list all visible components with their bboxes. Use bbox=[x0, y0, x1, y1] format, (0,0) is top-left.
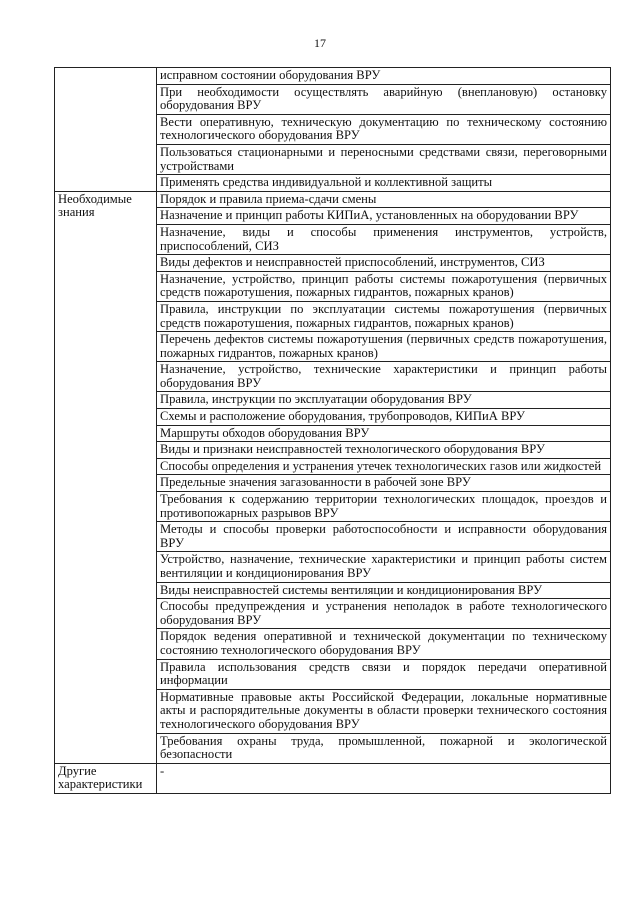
requirement-item: Требования охраны труда, промышленной, пожарной и экологической безопасности bbox=[157, 733, 611, 763]
requirement-item: Маршруты обходов оборудования ВРУ bbox=[157, 425, 611, 442]
requirement-item: Назначение, устройство, технические характеристики и принцип работы оборудования ВРУ bbox=[157, 362, 611, 392]
requirement-item: Предельные значения загазованности в рабочей зоне ВРУ bbox=[157, 475, 611, 492]
page-number: 17 bbox=[314, 36, 326, 50]
requirement-item: Правила использования средств связи и порядок передачи оперативной информации bbox=[157, 659, 611, 689]
requirements-table bbox=[54, 67, 611, 794]
requirement-item: Способы определения и устранения утечек технологических газов или жидкостей bbox=[157, 458, 611, 475]
section-label: Необходимые знания bbox=[55, 191, 157, 763]
requirement-item: При необходимости осуществлять аварийную (внеплановую) остановку оборудования ВРУ bbox=[157, 84, 611, 114]
requirement-item: Виды дефектов и неисправностей приспособлений, инструментов, СИЗ bbox=[157, 255, 611, 272]
requirement-item: Применять средства индивидуальной и коллективной защиты bbox=[157, 175, 611, 192]
table-row bbox=[55, 68, 611, 85]
requirement-item: Перечень дефектов системы пожаротушения (первичных средств пожаротушения, пожарных гидрантов, пожарных кранов) bbox=[157, 332, 611, 362]
requirement-item: Правила, инструкции по эксплуатации системы пожаротушения (первичных средств пожаротушения, пожарных гидрантов, пожарных кранов) bbox=[157, 301, 611, 331]
requirement-item: Назначение, виды и способы применения инструментов, устройств, приспособлений, СИЗ bbox=[157, 224, 611, 254]
requirement-item: Требования к содержанию территории технологических площадок, проездов и противопожарных разрывов ВРУ bbox=[157, 492, 611, 522]
requirement-item: - bbox=[157, 763, 611, 793]
requirement-item: Назначение и принцип работы КИПиА, установленных на оборудовании ВРУ bbox=[157, 208, 611, 225]
requirement-item: Виды и признаки неисправностей технологического оборудования ВРУ bbox=[157, 442, 611, 459]
table-row bbox=[55, 763, 611, 793]
requirements-table-body bbox=[55, 68, 611, 794]
requirement-item: Порядок ведения оперативной и технической документации по техническому состоянию технологического оборудования ВРУ bbox=[157, 629, 611, 659]
requirement-item: Назначение, устройство, принцип работы системы пожаротушения (первичных средств пожаротушения, пожарных гидрантов, пожарных кранов) bbox=[157, 271, 611, 301]
requirement-item: Правила, инструкции по эксплуатации оборудования ВРУ bbox=[157, 392, 611, 409]
requirement-item: Схемы и расположение оборудования, трубопроводов, КИПиА ВРУ bbox=[157, 409, 611, 426]
table-row bbox=[55, 191, 611, 208]
requirement-item: Виды неисправностей системы вентиляции и кондиционирования ВРУ bbox=[157, 582, 611, 599]
requirement-item: Нормативные правовые акты Российской Федерации, локальные нормативные акты и распорядительные документы в области проверки технического состояния технологического оборудования ВРУ bbox=[157, 689, 611, 733]
section-label bbox=[55, 68, 157, 192]
requirement-item: Пользоваться стационарными и переносными средствами связи, переговорными устройствами bbox=[157, 144, 611, 174]
requirement-item: Способы предупреждения и устранения неполадок в работе технологического оборудования ВРУ bbox=[157, 599, 611, 629]
requirement-item: Порядок и правила приема-сдачи смены bbox=[157, 191, 611, 208]
requirement-item: Устройство, назначение, технические характеристики и принцип работы систем вентиляции и кондиционирования ВРУ bbox=[157, 552, 611, 582]
requirement-item: исправном состоянии оборудования ВРУ bbox=[157, 68, 611, 85]
requirement-item: Вести оперативную, техническую документацию по техническому состоянию технологического оборудования ВРУ bbox=[157, 114, 611, 144]
section-label: Другие характеристики bbox=[55, 763, 157, 793]
requirement-item: Методы и способы проверки работоспособности и исправности оборудования ВРУ bbox=[157, 522, 611, 552]
